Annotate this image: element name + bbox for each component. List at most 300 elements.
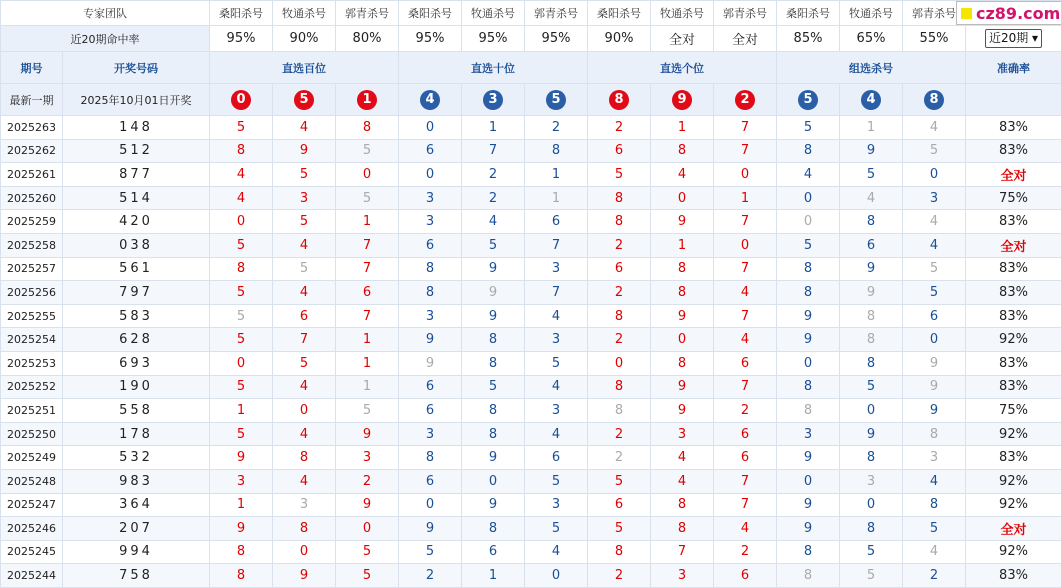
kill-number: 3	[399, 210, 462, 234]
kill-number: 0	[651, 186, 714, 210]
table-row	[1, 493, 1061, 517]
accuracy-value: 75%	[966, 399, 1061, 423]
hit-rate-label: 近20期命中率	[1, 26, 210, 52]
expert-name: 牧通杀号	[273, 1, 336, 26]
kill-number: 8	[210, 540, 273, 564]
kill-number: 1	[336, 351, 399, 375]
kill-number: 8	[210, 139, 273, 163]
kill-number: 0	[714, 233, 777, 257]
issue-number: 2025252	[1, 375, 63, 399]
latest-ball-cell	[210, 84, 273, 116]
group-column-header: 组选杀号	[777, 52, 966, 84]
kill-number: 9	[651, 304, 714, 328]
kill-number: 9	[210, 517, 273, 541]
expert-name: 郭青杀号	[525, 1, 588, 26]
kill-number: 0	[840, 493, 903, 517]
kill-number: 5	[525, 469, 588, 493]
kill-number: 8	[651, 281, 714, 305]
kill-number: 9	[399, 328, 462, 352]
kill-number: 8	[336, 116, 399, 140]
number-ball: 5	[798, 90, 818, 110]
kill-number: 1	[336, 328, 399, 352]
kill-number: 4	[525, 304, 588, 328]
kill-number: 8	[399, 446, 462, 470]
kill-number: 8	[588, 210, 651, 234]
site-logo[interactable]	[956, 1, 1061, 25]
number-ball: 9	[672, 90, 692, 110]
kill-number: 2	[525, 116, 588, 140]
column-header-row	[1, 52, 1061, 84]
expert-name: 桑阳杀号	[588, 1, 651, 26]
number-ball: 0	[231, 90, 251, 110]
latest-issue-row	[1, 84, 1061, 116]
kill-number: 6	[399, 375, 462, 399]
draw-column-header: 开奖号码	[63, 52, 210, 84]
kill-number: 5	[903, 281, 966, 305]
latest-ball-cell	[462, 84, 525, 116]
expert-hit-rate: 95%	[525, 26, 588, 52]
issue-number: 2025253	[1, 351, 63, 375]
table-row	[1, 399, 1061, 423]
expert-name: 牧通杀号	[651, 1, 714, 26]
expert-header-row	[1, 1, 1061, 26]
kill-number: 9	[462, 257, 525, 281]
kill-number: 4	[777, 163, 840, 187]
expert-hit-rate: 全对	[714, 26, 777, 52]
kill-number: 5	[210, 281, 273, 305]
kill-number: 5	[840, 375, 903, 399]
kill-number: 4	[525, 422, 588, 446]
kill-number: 4	[462, 210, 525, 234]
kill-number: 8	[210, 564, 273, 588]
kill-number: 1	[210, 493, 273, 517]
draw-number: 693	[63, 351, 210, 375]
kill-number: 5	[210, 304, 273, 328]
kill-number: 6	[714, 422, 777, 446]
kill-number: 5	[273, 210, 336, 234]
kill-number: 9	[462, 446, 525, 470]
kill-number: 4	[210, 186, 273, 210]
accuracy-value: 全对	[966, 163, 1061, 187]
kill-number: 5	[525, 517, 588, 541]
expert-name: 郭青杀号	[903, 1, 966, 26]
kill-number: 3	[399, 422, 462, 446]
kill-number: 3	[399, 304, 462, 328]
team-label: 专家团队	[1, 1, 210, 26]
issue-number: 2025260	[1, 186, 63, 210]
issue-number: 2025259	[1, 210, 63, 234]
kill-number: 0	[651, 328, 714, 352]
issue-column-header: 期号	[1, 52, 63, 84]
draw-number: 797	[63, 281, 210, 305]
expert-hit-rate: 90%	[273, 26, 336, 52]
issue-number: 2025244	[1, 564, 63, 588]
kill-number: 0	[462, 469, 525, 493]
table-row	[1, 469, 1061, 493]
table-row	[1, 116, 1061, 140]
kill-number: 5	[588, 163, 651, 187]
kill-number: 6	[588, 257, 651, 281]
kill-number: 8	[777, 540, 840, 564]
kill-number: 6	[273, 304, 336, 328]
kill-number: 4	[903, 210, 966, 234]
kill-number: 5	[777, 233, 840, 257]
kill-number: 8	[462, 517, 525, 541]
kill-number: 8	[273, 517, 336, 541]
kill-number: 0	[777, 210, 840, 234]
expert-hit-rate: 90%	[588, 26, 651, 52]
kill-number: 4	[273, 469, 336, 493]
kill-number: 3	[525, 493, 588, 517]
draw-number: 628	[63, 328, 210, 352]
kill-number: 4	[273, 116, 336, 140]
kill-number: 5	[273, 257, 336, 281]
table-row	[1, 328, 1061, 352]
expert-name: 郭青杀号	[714, 1, 777, 26]
kill-number: 2	[903, 564, 966, 588]
draw-number: 038	[63, 233, 210, 257]
kill-number: 8	[588, 186, 651, 210]
kill-number: 5	[525, 351, 588, 375]
kill-number: 5	[273, 163, 336, 187]
kill-number: 8	[462, 328, 525, 352]
table-row	[1, 422, 1061, 446]
kill-number: 8	[777, 139, 840, 163]
kill-number: 3	[903, 446, 966, 470]
kill-number: 9	[903, 399, 966, 423]
issue-number: 2025258	[1, 233, 63, 257]
kill-number: 2	[714, 399, 777, 423]
kill-number: 5	[210, 375, 273, 399]
table-row	[1, 375, 1061, 399]
kill-number: 8	[462, 422, 525, 446]
kill-number: 0	[336, 163, 399, 187]
latest-ball-cell	[714, 84, 777, 116]
kill-number: 7	[336, 233, 399, 257]
kill-number: 5	[210, 233, 273, 257]
kill-number: 0	[399, 493, 462, 517]
kill-number: 1	[525, 163, 588, 187]
accuracy-value: 92%	[966, 493, 1061, 517]
kill-number: 6	[903, 304, 966, 328]
draw-number: 877	[63, 163, 210, 187]
kill-number: 7	[714, 257, 777, 281]
kill-number: 5	[336, 564, 399, 588]
kill-number: 5	[210, 116, 273, 140]
kill-number: 4	[273, 233, 336, 257]
kill-number: 8	[651, 257, 714, 281]
kill-number: 2	[588, 328, 651, 352]
kill-number: 6	[525, 446, 588, 470]
hundreds-column-header: 直选百位	[210, 52, 399, 84]
kill-number: 8	[588, 399, 651, 423]
kill-number: 8	[840, 351, 903, 375]
kill-number: 0	[399, 116, 462, 140]
draw-number: 190	[63, 375, 210, 399]
issue-number: 2025251	[1, 399, 63, 423]
latest-ball-cell	[903, 84, 966, 116]
kill-number: 7	[714, 139, 777, 163]
kill-number: 9	[462, 281, 525, 305]
expert-hit-rate: 95%	[399, 26, 462, 52]
kill-number: 9	[903, 351, 966, 375]
kill-number: 2	[588, 233, 651, 257]
draw-number: 583	[63, 304, 210, 328]
kill-number: 7	[336, 304, 399, 328]
draw-number: 983	[63, 469, 210, 493]
kill-number: 6	[399, 469, 462, 493]
accuracy-value: 全对	[966, 517, 1061, 541]
hit-rate-row	[1, 26, 1061, 52]
kill-number: 2	[588, 281, 651, 305]
expert-name: 桑阳杀号	[399, 1, 462, 26]
kill-number: 8	[462, 351, 525, 375]
table-row	[1, 163, 1061, 187]
kill-number: 2	[336, 469, 399, 493]
kill-number: 3	[525, 257, 588, 281]
expert-hit-rate: 55%	[903, 26, 966, 52]
kill-number: 3	[273, 493, 336, 517]
kill-number: 8	[588, 375, 651, 399]
table-row	[1, 186, 1061, 210]
kill-number: 2	[399, 564, 462, 588]
kill-number: 4	[651, 469, 714, 493]
kill-number: 7	[273, 328, 336, 352]
latest-ball-cell	[651, 84, 714, 116]
accuracy-value: 83%	[966, 116, 1061, 140]
kill-number: 6	[840, 233, 903, 257]
expert-name: 牧通杀号	[840, 1, 903, 26]
expert-name: 桑阳杀号	[210, 1, 273, 26]
expert-name: 桑阳杀号	[777, 1, 840, 26]
kill-number: 0	[210, 351, 273, 375]
draw-number: 994	[63, 540, 210, 564]
accuracy-value: 83%	[966, 257, 1061, 281]
kill-number: 5	[588, 517, 651, 541]
issue-number: 2025263	[1, 116, 63, 140]
issue-number: 2025256	[1, 281, 63, 305]
issue-number: 2025255	[1, 304, 63, 328]
table-row	[1, 233, 1061, 257]
kill-number: 5	[840, 163, 903, 187]
kill-number: 8	[399, 281, 462, 305]
kill-number: 3	[399, 186, 462, 210]
kill-number: 0	[210, 210, 273, 234]
expert-name: 郭青杀号	[336, 1, 399, 26]
kill-number: 1	[210, 399, 273, 423]
latest-ball-cell	[588, 84, 651, 116]
kill-number: 5	[336, 139, 399, 163]
kill-number: 9	[399, 517, 462, 541]
table-row	[1, 257, 1061, 281]
kill-number: 8	[840, 446, 903, 470]
kill-number: 3	[651, 564, 714, 588]
number-ball: 5	[294, 90, 314, 110]
kill-number: 2	[588, 564, 651, 588]
kill-number: 0	[588, 351, 651, 375]
expert-hit-rate: 80%	[336, 26, 399, 52]
kill-number: 0	[903, 328, 966, 352]
kill-number: 9	[336, 422, 399, 446]
kill-number: 7	[525, 281, 588, 305]
kill-number: 0	[714, 163, 777, 187]
issue-number: 2025246	[1, 517, 63, 541]
kill-number: 7	[714, 304, 777, 328]
kill-number: 6	[399, 233, 462, 257]
kill-number: 0	[399, 163, 462, 187]
kill-number: 8	[903, 493, 966, 517]
kill-number: 8	[273, 446, 336, 470]
kill-number: 1	[462, 116, 525, 140]
kill-number: 3	[210, 469, 273, 493]
kill-number: 1	[840, 116, 903, 140]
kill-number: 4	[525, 375, 588, 399]
kill-number: 6	[462, 540, 525, 564]
kill-number: 1	[714, 186, 777, 210]
kill-number: 9	[651, 375, 714, 399]
kill-number: 9	[777, 328, 840, 352]
accuracy-value: 83%	[966, 210, 1061, 234]
kill-number: 8	[840, 210, 903, 234]
issue-number: 2025249	[1, 446, 63, 470]
draw-number: 558	[63, 399, 210, 423]
accuracy-value: 92%	[966, 328, 1061, 352]
draw-number: 364	[63, 493, 210, 517]
kill-number: 7	[714, 210, 777, 234]
latest-ball-cell	[273, 84, 336, 116]
table-row	[1, 446, 1061, 470]
draw-number: 532	[63, 446, 210, 470]
kill-number: 6	[714, 351, 777, 375]
kill-number: 8	[903, 422, 966, 446]
kill-number: 5	[903, 517, 966, 541]
kill-number: 5	[210, 328, 273, 352]
kill-number: 5	[210, 422, 273, 446]
kill-number: 2	[588, 116, 651, 140]
kill-number: 9	[840, 257, 903, 281]
kill-number: 5	[336, 540, 399, 564]
kill-number: 9	[651, 399, 714, 423]
kill-number: 0	[777, 469, 840, 493]
kill-number: 1	[651, 116, 714, 140]
accuracy-value: 83%	[966, 564, 1061, 588]
latest-ball-cell	[840, 84, 903, 116]
issue-number: 2025248	[1, 469, 63, 493]
kill-number: 8	[588, 540, 651, 564]
kill-number: 7	[714, 375, 777, 399]
accuracy-value: 75%	[966, 186, 1061, 210]
draw-number: 561	[63, 257, 210, 281]
kill-number: 1	[651, 233, 714, 257]
kill-number: 9	[777, 493, 840, 517]
table-row	[1, 351, 1061, 375]
kill-number: 1	[336, 375, 399, 399]
table-row	[1, 517, 1061, 541]
kill-number: 0	[336, 517, 399, 541]
number-ball: 4	[861, 90, 881, 110]
kill-number: 5	[462, 233, 525, 257]
number-ball: 8	[609, 90, 629, 110]
latest-ball-cell	[525, 84, 588, 116]
kill-number: 5	[273, 351, 336, 375]
latest-draw-date: 2025年10月01日开奖	[63, 84, 210, 116]
kill-number: 1	[462, 564, 525, 588]
kill-number: 1	[336, 210, 399, 234]
draw-number: 758	[63, 564, 210, 588]
kill-number: 7	[336, 257, 399, 281]
table-row	[1, 564, 1061, 588]
kill-number: 7	[525, 233, 588, 257]
kill-number: 8	[840, 304, 903, 328]
kill-number: 3	[777, 422, 840, 446]
kill-number: 8	[840, 328, 903, 352]
number-ball: 8	[924, 90, 944, 110]
kill-number: 5	[903, 257, 966, 281]
period-select-cell	[966, 26, 1061, 52]
expert-name: 牧通杀号	[462, 1, 525, 26]
issue-number: 2025262	[1, 139, 63, 163]
latest-ball-cell	[777, 84, 840, 116]
kill-number: 4	[651, 446, 714, 470]
latest-ball-cell	[399, 84, 462, 116]
kill-number: 4	[840, 186, 903, 210]
kill-number: 8	[462, 399, 525, 423]
tens-column-header: 直选十位	[399, 52, 588, 84]
kill-number: 3	[840, 469, 903, 493]
accuracy-value: 83%	[966, 446, 1061, 470]
kill-number: 4	[714, 328, 777, 352]
kill-number: 7	[714, 116, 777, 140]
number-ball: 1	[357, 90, 377, 110]
accuracy-column-header: 准确率	[966, 52, 1061, 84]
kill-number: 4	[714, 281, 777, 305]
kill-number: 9	[777, 304, 840, 328]
expert-hit-rate: 全对	[651, 26, 714, 52]
kill-number: 0	[273, 540, 336, 564]
kill-number: 8	[651, 517, 714, 541]
kill-number: 9	[777, 517, 840, 541]
kill-number: 0	[777, 186, 840, 210]
accuracy-value: 83%	[966, 375, 1061, 399]
kill-number: 5	[336, 186, 399, 210]
kill-number: 4	[525, 540, 588, 564]
kill-number: 3	[273, 186, 336, 210]
kill-number: 6	[714, 446, 777, 470]
kill-number: 5	[588, 469, 651, 493]
period-select[interactable]: 近20期 ▾	[985, 29, 1042, 48]
kill-number: 6	[399, 139, 462, 163]
issue-number: 2025245	[1, 540, 63, 564]
issue-number: 2025261	[1, 163, 63, 187]
kill-number: 4	[273, 281, 336, 305]
draw-number: 514	[63, 186, 210, 210]
kill-number: 5	[840, 540, 903, 564]
kill-number: 9	[462, 493, 525, 517]
logo-text: cz89.com	[976, 4, 1060, 23]
kill-number: 7	[714, 469, 777, 493]
accuracy-value: 83%	[966, 281, 1061, 305]
kill-number: 8	[777, 564, 840, 588]
kill-number: 4	[903, 469, 966, 493]
kill-number: 8	[525, 139, 588, 163]
kill-number: 9	[651, 210, 714, 234]
kill-number: 9	[777, 446, 840, 470]
kill-number: 5	[462, 375, 525, 399]
kill-number: 9	[840, 281, 903, 305]
kill-number: 6	[588, 493, 651, 517]
kill-number: 8	[777, 375, 840, 399]
kill-number: 2	[588, 446, 651, 470]
